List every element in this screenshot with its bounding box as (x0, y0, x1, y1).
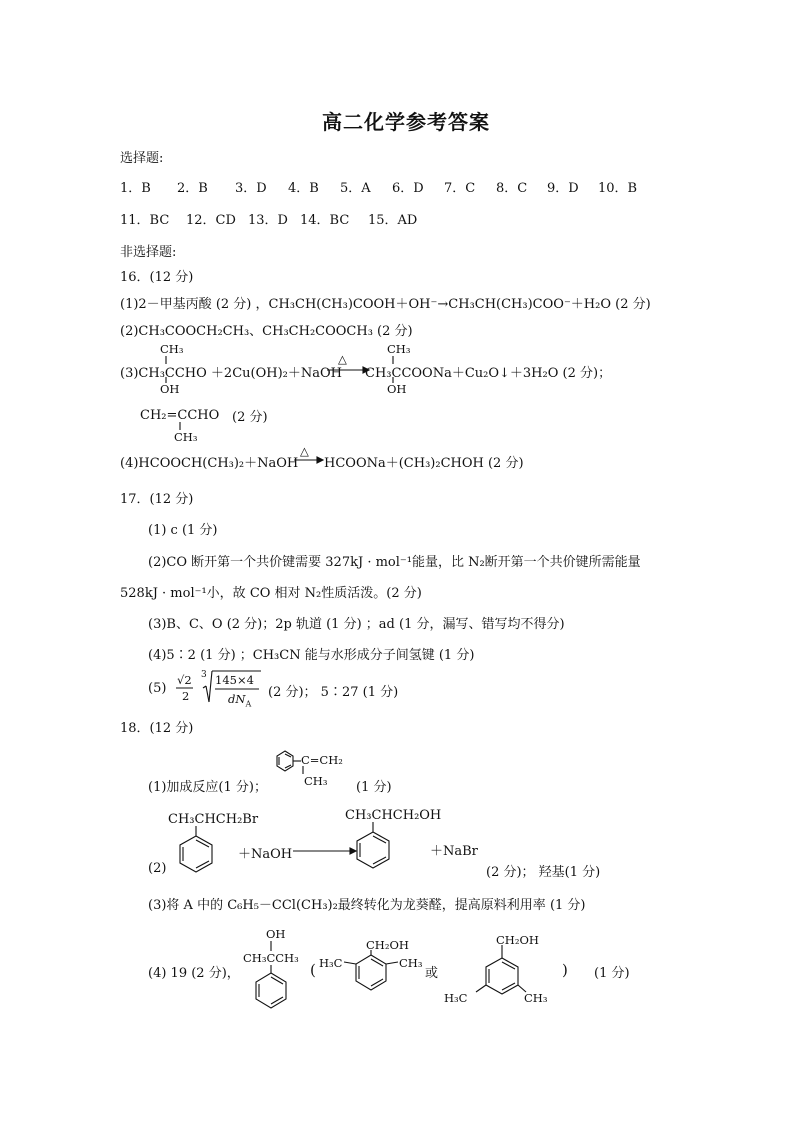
choice-answer: 7．C (444, 181, 476, 196)
q18-p2-label: (2) (148, 861, 167, 876)
page-title: 高二化学参考答案 (322, 110, 490, 134)
q18-p2-product: CH₃CHCH₂OH (345, 808, 442, 823)
choice-answer: 8．C (496, 181, 528, 196)
q18-part1-label: (1)加成反应(1 分)； (148, 780, 267, 795)
q18-p4-ch2oh-b: CH₂OH (496, 933, 539, 947)
choice-answer: 13．D (248, 213, 288, 228)
q18-p4-score: (1 分) (594, 966, 630, 981)
q18-p4-h3c-b: H₃C (444, 991, 468, 1005)
q17-header: 17．(12 分) (120, 492, 194, 507)
choice-answer: 14．BC (300, 213, 350, 228)
q18-part1-score: (1 分) (356, 780, 392, 795)
q18-p4-h3c-a: H₃C (319, 956, 343, 970)
q16-part2: (2)CH₃COOCH₂CH₃、CH₃CH₂COOCH₃ (2 分) (120, 324, 413, 339)
q16-part4-right: HCOONa＋(CH₃)₂CHOH (2 分) (324, 456, 524, 471)
q16-p3-left: (3)CH₃CCHO ＋2Cu(OH)₂＋NaOH (120, 366, 342, 381)
benzene-ring-icon (344, 950, 398, 990)
q16-p3b-formula: CH₂=CCHO (140, 408, 220, 423)
q16-p3-ch3-a: CH₃ (160, 342, 184, 356)
q17-part3: (3)B、C、O (2 分)；2p 轨道 (1 分) ；ad (1 分，漏写、错写均不得分) (148, 617, 565, 632)
q16-heat-symbol: △ (338, 352, 347, 366)
q18-p4-paren-open: ( (310, 961, 316, 979)
arrowhead (350, 848, 356, 854)
q16-p3b-score: (2 分) (232, 410, 268, 425)
benzene-ring-icon (180, 826, 212, 872)
section-nonchoice-heading: 非选择题: (120, 245, 177, 260)
q16-part1: (1)2－甲基丙酸 (2 分) ，CH₃CH(CH₃)COOH＋OH⁻→CH₃CH(CH₃)COO⁻＋H₂O (2 分) (120, 297, 651, 312)
q16-p3-ch3-b: CH₃ (387, 342, 411, 356)
q18-p4-ch2oh-a: CH₂OH (366, 938, 409, 952)
q17-part4: (4)5∶2 (1 分) ；CH₃CN 能与水形成分子间氢键 (1 分) (148, 648, 475, 663)
q18-p4-paren-close: ) (562, 961, 568, 979)
q18-p1-ch3: CH₃ (304, 774, 328, 788)
q17-p5-root-index: 3 (201, 670, 207, 680)
q17-p5-den-text: dN (228, 692, 246, 706)
choice-answer: 3．D (235, 181, 267, 196)
choice-answer: 15．AD (368, 213, 418, 228)
q18-header: 18．(12 分) (120, 721, 194, 736)
q16-heat-symbol: △ (300, 444, 309, 458)
q16-p3-oh-a: OH (160, 382, 180, 396)
benzene-ring-icon (256, 941, 286, 1008)
q18-p2-naoh: ＋NaOH (238, 847, 293, 862)
q17-p5-label: (5) (148, 681, 167, 696)
q16-part4-left: (4)HCOOCH(CH₃)₂＋NaOH (120, 456, 299, 471)
q17-p5-numerator: 145×4 (215, 673, 254, 687)
q18-p2-score: (2 分)； 羟基(1 分) (486, 865, 601, 880)
q18-p4-ch3-a: CH₃ (399, 956, 423, 970)
q18-p4-label: (4) 19 (2 分)， (148, 966, 240, 981)
choice-answer: 5．A (340, 181, 371, 196)
choice-answer: 9．D (547, 181, 579, 196)
q16-p3-right: CH₃CCOONa＋Cu₂O↓＋3H₂O (2 分)； (365, 366, 612, 381)
choice-answer: 6．D (392, 181, 424, 196)
choice-answer: 11．BC (120, 213, 170, 228)
benzene-ring-icon (476, 945, 526, 994)
q17-p5-sqrt2: √2 (177, 673, 192, 687)
section-choice-heading: 选择题: (120, 151, 164, 166)
q16-header: 16．(12 分) (120, 270, 194, 285)
q18-part3: (3)将 A 中的 C₆H₅－CCl(CH₃)₂最终转化为龙葵醛，提高原料利用率 (1 分) (148, 898, 586, 913)
benzene-ring-icon (277, 751, 303, 774)
choice-answer: 10．B (598, 181, 638, 196)
q17-p5-tail: (2 分)； 5∶27 (1 分) (268, 685, 399, 700)
q18-p4-or: 或 (425, 966, 439, 981)
choice-answer: 1．B (120, 181, 151, 196)
q17-p5-den-sub: A (245, 699, 252, 709)
q17-part2b: 528kJ · mol⁻¹小，故 CO 相对 N₂性质活泼。(2 分) (120, 586, 422, 601)
choice-answer: 4．B (288, 181, 319, 196)
q18-p4-ch3-b: CH₃ (524, 991, 548, 1005)
q18-p4-ch3cch3: CH₃CCH₃ (243, 951, 299, 965)
choice-answer: 12．CD (186, 213, 236, 228)
q18-p2-nabr: ＋NaBr (430, 844, 478, 859)
q18-p1-ch2: C=CH₂ (301, 753, 343, 767)
q16-p3-oh-b: OH (387, 382, 407, 396)
q17-part2a: (2)CO 断开第一个共价键需要 327kJ · mol⁻¹能量，比 N₂断开第一个共价键所需能量 (148, 555, 641, 570)
q18-p2-reactant: CH₃CHCH₂Br (168, 812, 259, 827)
q17-part1: (1) c (1 分) (148, 523, 218, 538)
choice-answer: 2．B (177, 181, 208, 196)
q16-p3b-ch3: CH₃ (174, 430, 198, 444)
benzene-ring-icon (357, 822, 389, 868)
q17-p5-den2: 2 (182, 689, 190, 703)
q18-p4-oh: OH (266, 927, 286, 941)
